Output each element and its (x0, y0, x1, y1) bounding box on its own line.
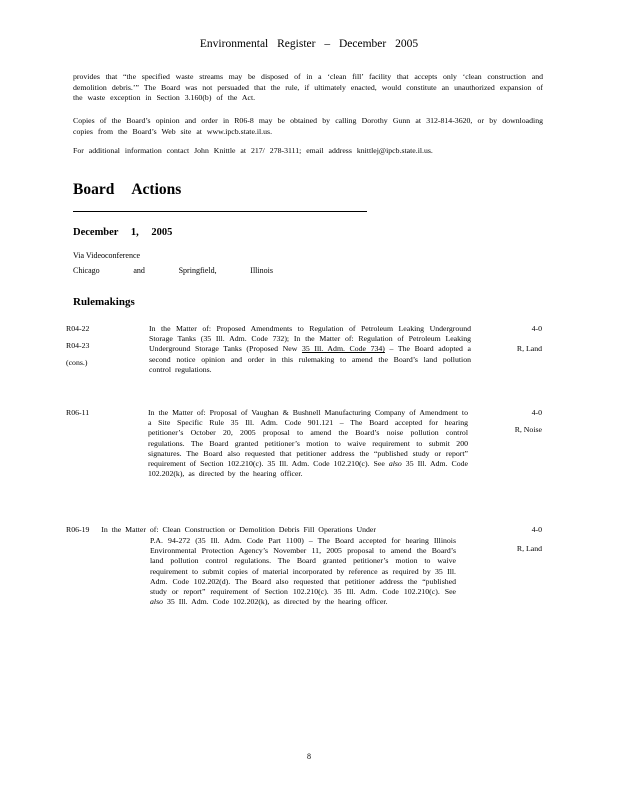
docket-number: R04-22 (66, 324, 90, 333)
rulemakings-list (66, 324, 546, 650)
vote-tag: R, Land (516, 544, 542, 553)
subsection-title: Rulemakings (73, 296, 135, 308)
running-header: Environmental Register – December 2005 (199, 38, 419, 50)
docket-number: R06-19 (66, 525, 90, 534)
intro-paragraph-2: Copies of the Board’s opinion and order in R06-8 may be obtained by calling Dorothy Gunn at 312-814-3620, or by downloading copies from the Board’s Web site at www.ipcb.state.il.us. (73, 116, 543, 136)
title-rule (73, 211, 367, 212)
case-description: In the Matter of: Proposal of Vaughan & Bushnell Manufacturing Company of Amendment to a Site Specific Rule 35 Ill. Adm. Code 901.121 – The Board accepted for hearing petitioner’s October 20, 2005 proposal to amend the Board’s noise pollution control regulations. The Board granted petitioner’s motion to waive requirement to submit 200 signatures. The Board also requested that petitioner address the “published study or report” requirement of Section 102.210(c). 35 Ill. Adm. Code 102.210(c). See also 35 Ill. Adm. Code 102.202(k), as directed by the hearing officer. (148, 408, 469, 479)
case-description: In the Matter of: Proposed Amendments to Regulation of Petroleum Leaking Underground Storage Tanks (35 Ill. Adm. Code 732); In the Matter of: Regulation of Petroleum Leaking Underground Storage Tanks (Proposed New 35 Ill. Adm. Code 734) – The Board adopted a second notice opinion and order in this rulemaking to amend the Board’s land pollution control regulations. (149, 324, 471, 374)
docket-number: R04-23 (66, 341, 90, 350)
intro-paragraph-1: provides that “the specified waste streams may be disposed of in a ‘clean fill’ facility that accepts only ‘clean construction and demolition debris.’” The Board was not persuaded that the rule, if ultimately enacted, would constitute an unauthorized expansion of the waste exception in Section 3.160(b) of the Act. (73, 72, 543, 102)
vote-count: 4-0 (531, 324, 542, 333)
vote-tag: R, Land (516, 344, 542, 353)
meeting-date: December 1, 2005 (73, 227, 173, 238)
location-line (73, 263, 273, 278)
via-line: Via Videoconference (73, 251, 141, 260)
vote-count: 4-0 (531, 525, 542, 534)
location-chicago: Chicago (73, 266, 100, 275)
page-number: 8 (307, 752, 311, 761)
case-lead-line: R06-19 In the Matter of: Clean Construction or Demolition Debris Fill Operations Under (66, 525, 376, 534)
docket-number: R06-11 (66, 408, 90, 417)
underlined-citation: 35 Ill. Adm. Code 734) (301, 344, 385, 354)
location-and: and (133, 266, 145, 275)
case-description: P.A. 94-272 (35 Ill. Adm. Code Part 1100) – The Board accepted for hearing Illinois Environmental Protection Agency’s November 11, 2005 proposal to amend the Board’s land pollution control regulations. The Board granted petitioner’s motion to waive requirement to submit copies of material incorporated by reference as required by 35 Ill. Adm. Code 102.202(d). The Board also requested that petitioner address the “published study or report” requirement of Section 102.210(c). 35 Ill. Adm. Code 102.210(c). See also 35 Ill. Adm. Code 102.202(k), as directed by the hearing officer. (150, 536, 456, 607)
intro-paragraph-3: For additional information contact John Knittle at 217/ 278-3111; email address knittlej@ipcb.state.il.us. (73, 146, 433, 155)
section-title: Board Actions (73, 181, 182, 198)
location-springfield: Springfield, (178, 266, 217, 275)
meeting-location (73, 248, 273, 278)
vote-count: 4-0 (531, 408, 542, 417)
location-state: Illinois (250, 266, 273, 275)
vote-tag: R, Noise (514, 425, 542, 434)
docket-note: (cons.) (66, 358, 88, 367)
